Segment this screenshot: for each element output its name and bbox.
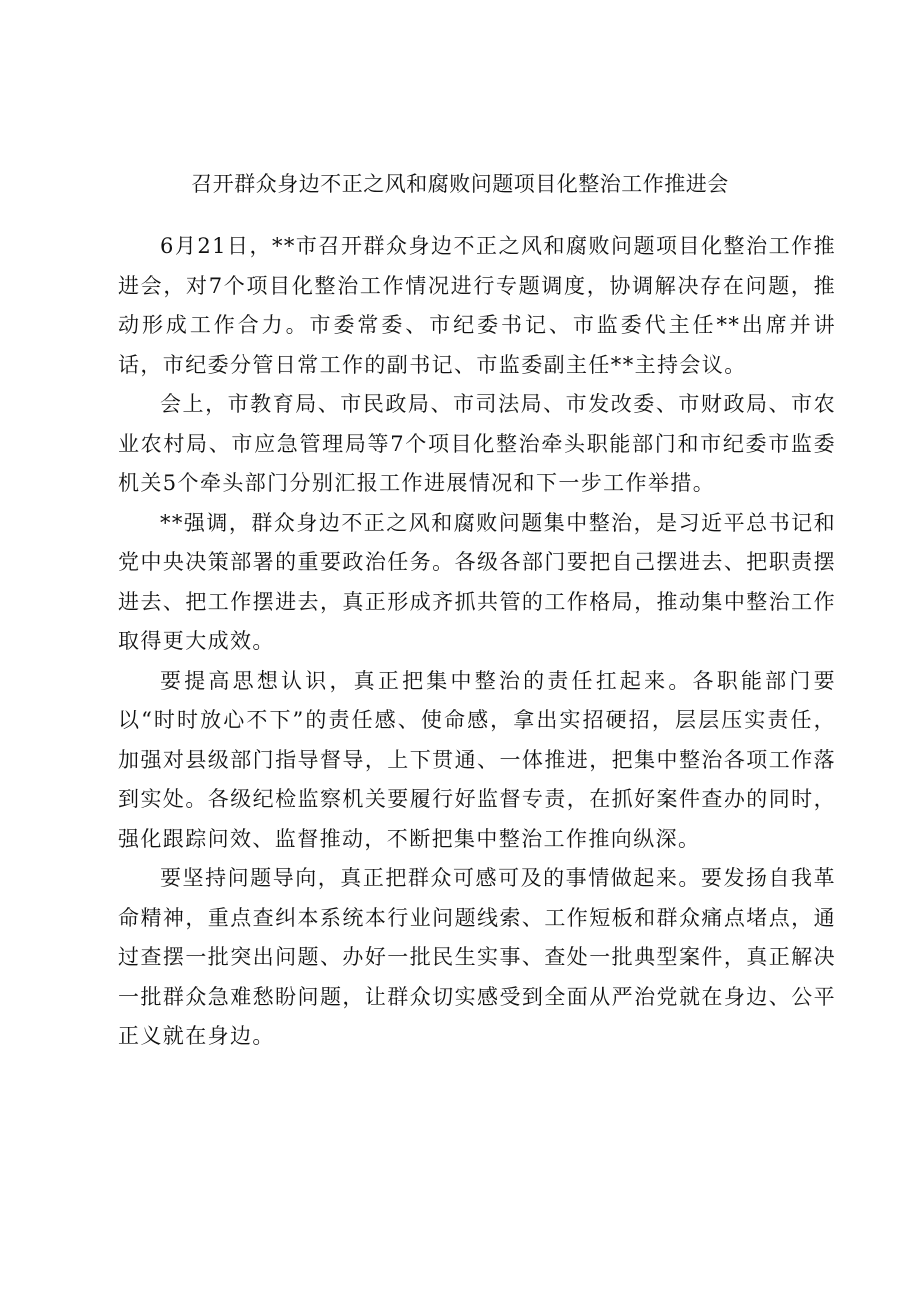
paragraph-problem-orientation: 要坚持问题导向，真正把群众可感可及的事情做起来。要发扬自我革命精神，重点查纠本系统本行业问题线索、工作短板和群众痛点堵点，通过查摆一批突出问题、办好一批民生实事、查处一批典型案件，真正解决一批群众急难愁盼问题，让群众切实感受到全面从严治党就在身边、公平正义就在身边。 [118,866,836,1048]
paragraph-responsibility: 要提高思想认识，真正把集中整治的责任扛起来。各职能部门要以“时时放心不下”的责任感、使命感，拿出实招硬招，层层压实责任，加强对县级部门指导督导，上下贯通、一体推进，把集中整治各项工作落到实处。各级纪检监察机关要履行好监督专责，在抓好案件查办的同时，强化跟踪问效、监督推动，不断把集中整治工作推向纵深。 [118,668,836,851]
document-title: 召开群众身边不正之风和腐败问题项目化整治工作推进会 [191,172,729,196]
document-body [118,227,836,1057]
paragraph-meeting-intro: 6月21日，**市召开群众身边不正之风和腐败问题项目化整治工作推进会，对7个项目化整治工作情况进行专题调度，协调解决存在问题，推动形成工作合力。市委常委、市纪委书记、市监委代主任**出席并讲话，市纪委分管日常工作的副书记、市监委副主任**主持会议。 [118,234,836,377]
paragraph-department-reports: 会上，市教育局、市民政局、市司法局、市发改委、市财政局、市农业农村局、市应急管理局等7个项目化整治牵头职能部门和市纪委市监委机关5个牵头部门分别汇报工作进展情况和下一步工作举措。 [118,392,836,495]
paragraph-emphasis: **强调，群众身边不正之风和腐败问题集中整治，是习近平总书记和党中央决策部署的重要政治任务。各级各部门要把自己摆进去、把职责摆进去、把工作摆进去，真正形成齐抓共管的工作格局，推动集中整治工作取得更大成效。 [118,510,836,653]
